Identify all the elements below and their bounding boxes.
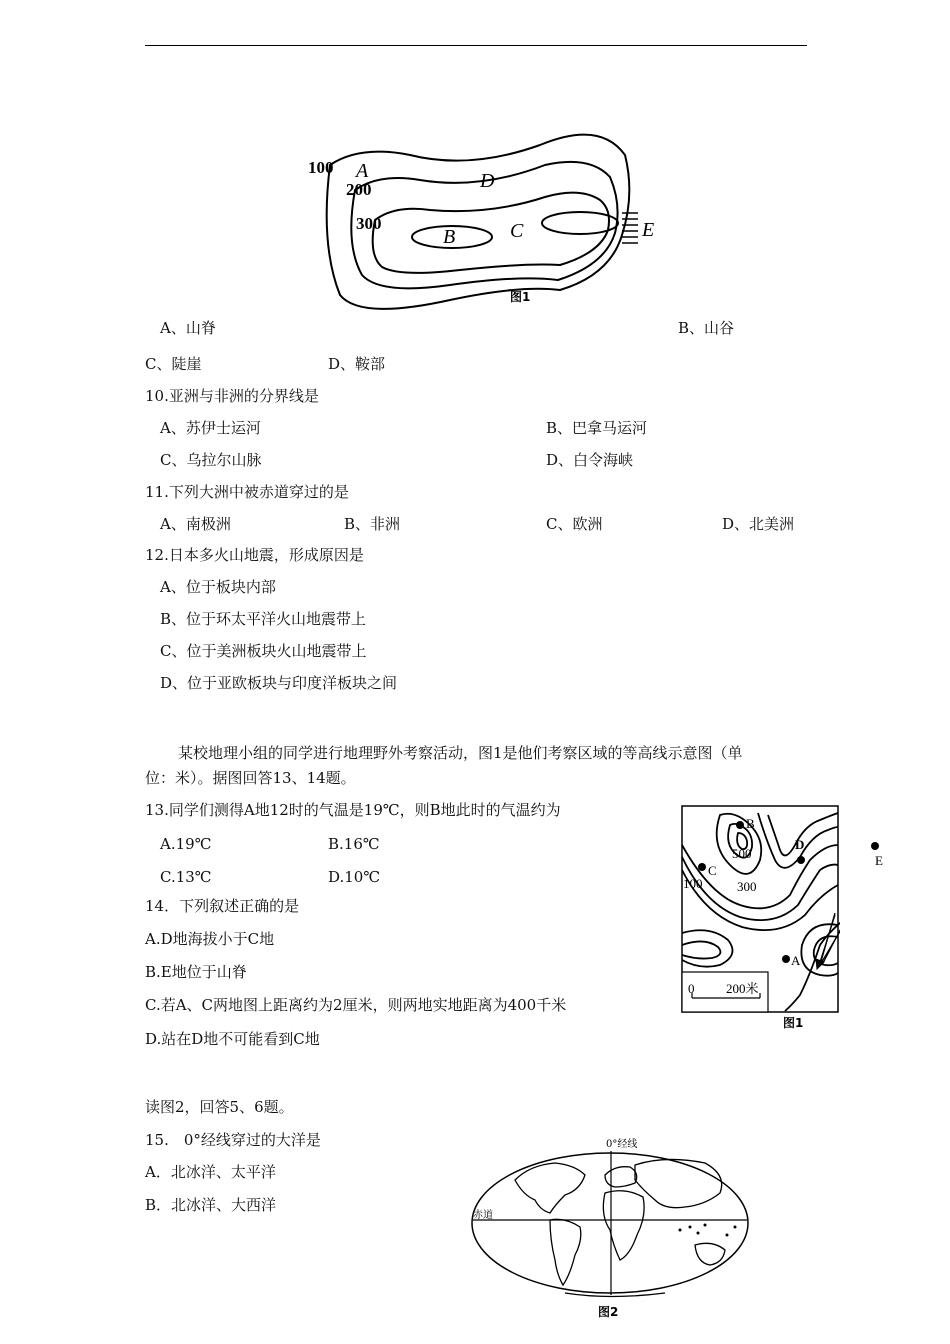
q14-option-a: A.D地海拔小于C地: [145, 930, 275, 948]
q10-stem: 10.亚洲与非洲的分界线是: [145, 387, 319, 405]
point-a: [782, 955, 790, 963]
label-200: 200: [346, 180, 372, 199]
q10-option-c: C、乌拉尔山脉: [160, 451, 262, 469]
label-100: 100: [308, 158, 334, 177]
asia: [635, 1159, 722, 1207]
q12-option-b: B、位于环太平洋火山地震带上: [160, 610, 367, 628]
contour-figure-right: [680, 805, 840, 1040]
q9-option-d: D、鞍部: [328, 355, 386, 373]
q11-option-a: A、南极洲: [160, 515, 231, 533]
q9-option-a: A、山脊: [160, 319, 216, 337]
q14-option-b: B.E地位于山脊: [145, 963, 247, 981]
meridian-label: 0°经线: [606, 1139, 638, 1150]
map-label-500: 500: [732, 846, 752, 861]
world-map-figure: [465, 1135, 755, 1325]
point-c: [698, 863, 706, 871]
read-figure-2: 读图2，回答5、6题。: [145, 1098, 294, 1116]
q14-option-d: D.站在D地不可能看到C地: [145, 1030, 320, 1048]
map-label-e: E: [875, 853, 883, 868]
q11-option-d: D、北美洲: [722, 515, 795, 533]
africa: [603, 1191, 644, 1260]
map-label-b: B: [746, 816, 755, 831]
q14-stem: 14．下列叙述正确的是: [145, 897, 300, 915]
intro-line-1: 某校地理小组的同学进行地理野外考察活动，图1是他们考察区域的等高线示意图（单: [178, 744, 743, 762]
q13-option-b: B.16℃: [328, 835, 380, 853]
contour-figure-top: [300, 125, 660, 315]
europe: [605, 1167, 637, 1187]
equator-label: 赤道: [473, 1210, 493, 1221]
q13-option-c: C.13℃: [160, 868, 212, 886]
q9-option-c: C、陡崖: [145, 355, 202, 373]
q10-option-b: B、巴拿马运河: [546, 419, 648, 437]
map-label-a: A: [791, 953, 801, 968]
q12-stem: 12.日本多火山地震，形成原因是: [145, 546, 364, 564]
q12-option-a: A、位于板块内部: [160, 578, 276, 596]
map-label-d: D: [795, 837, 805, 852]
south-america: [550, 1219, 581, 1285]
map-label-c: C: [708, 863, 717, 878]
north-america: [515, 1163, 585, 1213]
australia: [695, 1243, 725, 1265]
q13-stem: 13.同学们测得A地12时的气温是19℃，则B地此时的气温约为: [145, 801, 561, 819]
label-c: C: [510, 220, 524, 242]
label-a: A: [356, 160, 369, 182]
label-d: D: [480, 170, 495, 192]
contour-hill-right: [542, 212, 618, 234]
intro-line-2: 位：米）。据图回答13、14题。: [145, 769, 356, 787]
point-b: [736, 821, 744, 829]
scale-text: 200米: [726, 981, 759, 996]
q11-option-c: C、欧洲: [546, 515, 603, 533]
header-rule: [145, 45, 807, 46]
q15-option-a: A．北冰洋、太平洋: [145, 1163, 276, 1181]
q11-stem: 11.下列大洲中被赤道穿过的是: [145, 483, 349, 501]
label-b: B: [443, 226, 456, 248]
map-label-100: 100: [683, 876, 703, 891]
contour-figure-right-e: [865, 838, 905, 878]
q9-option-b: B、山谷: [678, 319, 735, 337]
map-outline: [472, 1153, 748, 1293]
scale-zero: 0: [688, 981, 695, 996]
figure-caption-world: 图2: [598, 1305, 619, 1319]
figure-caption-right: 图1: [783, 1016, 804, 1030]
q13-option-a: A.19℃: [160, 835, 212, 853]
q10-option-a: A、苏伊士运河: [160, 419, 261, 437]
q15-option-b: B．北冰洋、大西洋: [145, 1196, 277, 1214]
q12-option-c: C、位于美洲板块火山地震带上: [160, 642, 367, 660]
q10-option-d: D、白令海峡: [546, 451, 634, 469]
q13-option-d: D.10℃: [328, 868, 381, 886]
q15-stem: 15. 0°经线穿过的大洋是: [145, 1131, 321, 1149]
point-d: [797, 856, 805, 864]
figure-caption-top: 图1: [510, 290, 531, 304]
label-e: E: [642, 219, 655, 241]
q14-option-c: C.若A、C两地图上距离约为2厘米，则两地实地距离为400千米: [145, 996, 567, 1014]
label-300: 300: [356, 214, 382, 233]
q11-option-b: B、非洲: [344, 515, 401, 533]
q12-option-d: D、位于亚欧板块与印度洋板块之间: [160, 674, 398, 692]
contour-300: [373, 193, 609, 273]
map-label-300: 300: [737, 879, 757, 894]
